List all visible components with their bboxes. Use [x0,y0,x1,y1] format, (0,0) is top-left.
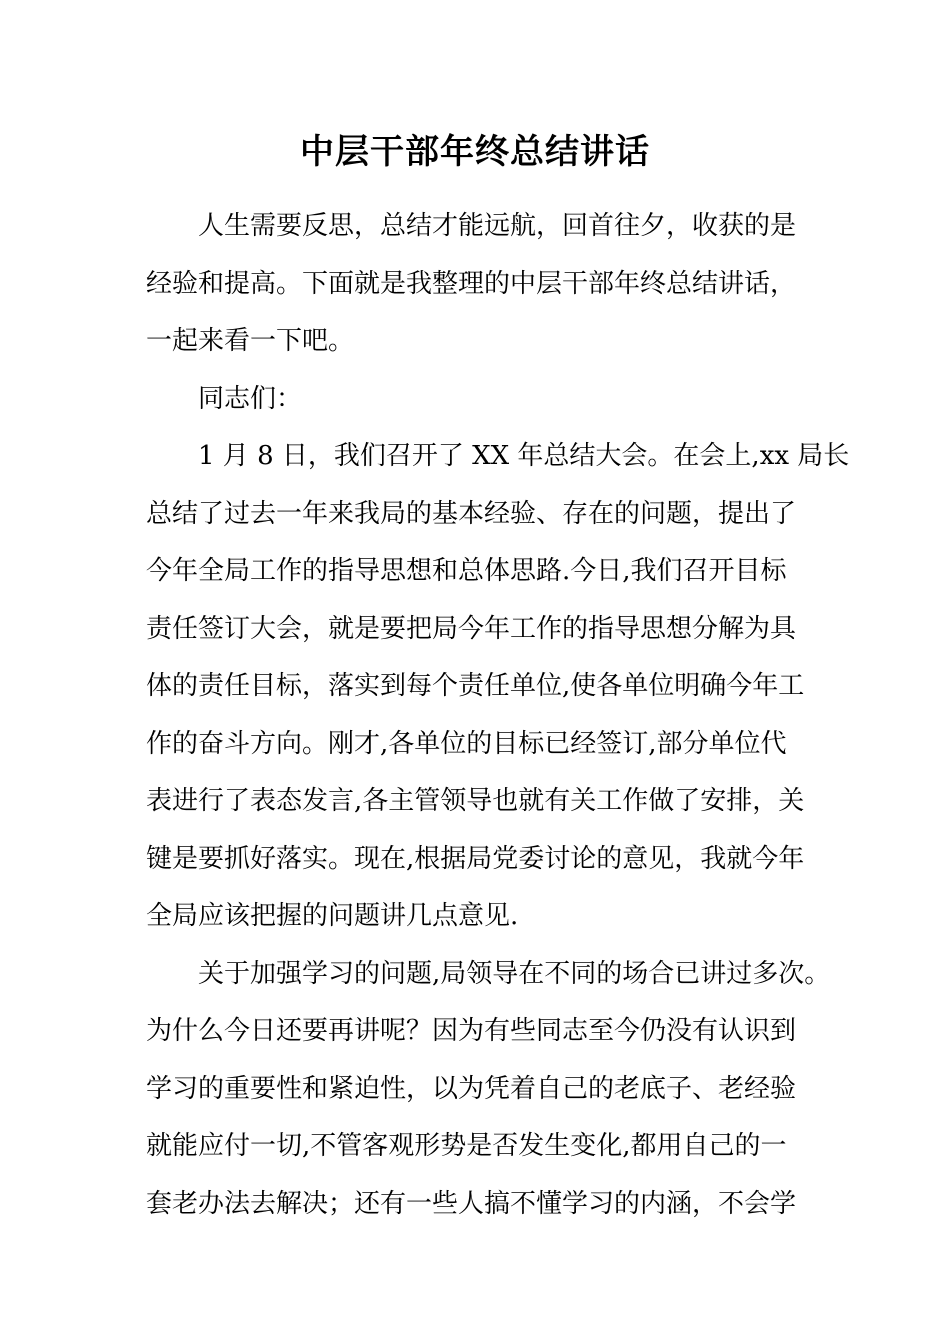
paragraph-intro [146,198,810,371]
paragraph-line: 体的责任目标，落实到每个责任单位,使各单位明确今年工 [146,671,805,701]
paragraph-line: 键是要抓好落实。现在,根据局党委讨论的意见，我就今年 [146,843,805,874]
paragraph-line: 人生需要反思，总结才能远航，回首往夕，收获的是 [198,211,797,241]
document-body [146,198,850,1233]
paragraph-line: 今年全局工作的指导思想和总体思路.今日,我们召开目标 [146,556,787,586]
paragraph-line: 1 月 8 日，我们召开了 XX 年总结大会。在会上,xx 局长 [198,441,850,471]
paragraph-line: 作的奋斗方向。刚才,各单位的目标已经签订,部分单位代 [146,728,787,759]
document-title: 中层干部年终总结讲话 [300,132,650,172]
paragraph-line: 一起来看一下吧。 [146,326,355,356]
paragraph-learning [146,946,831,1234]
paragraph-line: 经验和提高。下面就是我整理的中层干部年终总结讲话， [146,268,797,299]
paragraph-line: 全局应该把握的问题讲几点意见. [146,901,519,931]
paragraph-line: 就能应付一切,不管客观形势是否发生变化,都用自己的一 [146,1131,787,1161]
paragraph-salutation [146,371,810,429]
paragraph-line: 学习的重要性和紧迫性，以为凭着自己的老底子、老经验 [146,1073,797,1104]
paragraph-line: 关于加强学习的问题,局领导在不同的场合已讲过多次。 [198,958,831,989]
paragraph-meeting-summary [146,428,850,946]
paragraph-line: 为什么今日还要再讲呢？因为有些同志至今仍没有认识到 [146,1016,797,1046]
paragraph-line: 套老办法去解决；还有一些人搞不懂学习的内涵，不会学 [146,1188,797,1219]
paragraph-line: 责任签订大会，就是要把局今年工作的指导思想分解为具 [146,613,797,644]
paragraph-line: 同志们： [198,383,303,414]
paragraph-line: 表进行了表态发言,各主管领导也就有关工作做了安排，关 [146,786,805,816]
paragraph-line: 总结了过去一年来我局的基本经验、存在的问题，提出了 [146,498,797,529]
